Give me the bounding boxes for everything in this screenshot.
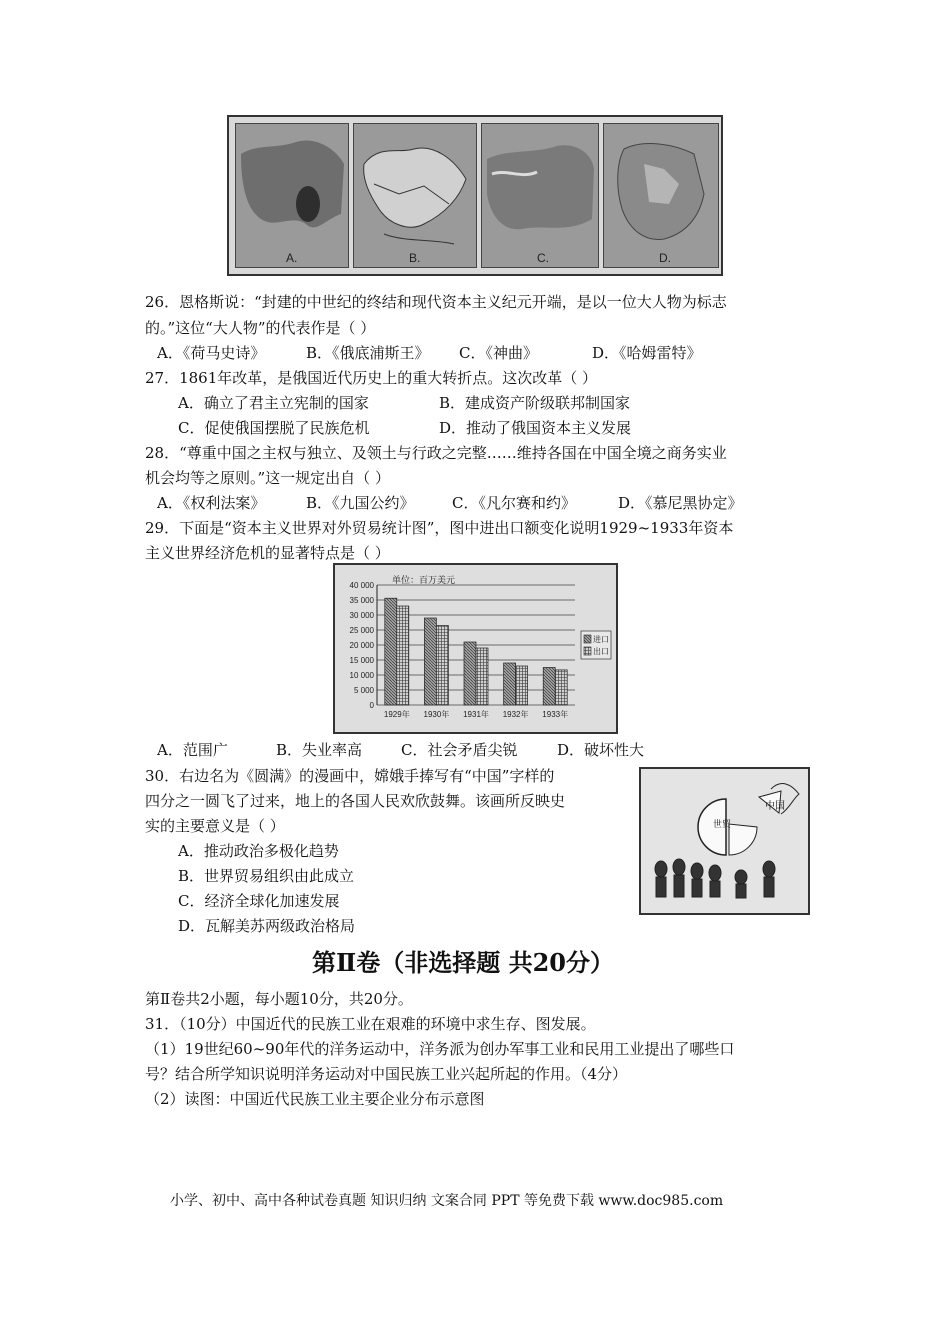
chart-x-tick-label: 1929年 — [383, 710, 410, 719]
chart-bar-export — [436, 626, 448, 706]
q26-option-b: B．《俄底浦斯王》 — [306, 344, 430, 362]
map-a-shape — [236, 124, 348, 271]
map-d-shape — [604, 124, 718, 271]
map-label-d: D. — [659, 251, 671, 265]
chart-bar-export — [555, 670, 567, 705]
q29-stem-line2: 主义世界经济危机的显著特点是（ ） — [145, 544, 390, 562]
q28-option-c: C．《凡尔赛和约》 — [452, 494, 576, 512]
maps-figure — [227, 115, 723, 276]
chart-bar-import — [424, 618, 436, 705]
q26-option-a: A．《荷马史诗》 — [157, 344, 266, 362]
map-b — [353, 123, 477, 268]
q29-option-a: A．范围广 — [157, 741, 228, 759]
map-b-shape — [354, 124, 476, 271]
chart-x-tick-label: 1933年 — [542, 710, 569, 719]
chart-legend-swatch — [584, 647, 591, 655]
chart-y-tick-label: 0 — [369, 701, 374, 710]
q30-option-c: C．经济全球化加速发展 — [178, 892, 340, 910]
q26-stem-line2: 的。”这位“大人物”的代表作是（ ） — [145, 319, 376, 337]
q30-stem-line1: 30．右边名为《圆满》的漫画中，嫦娥手捧写有“中国”字样的 — [145, 767, 555, 785]
q31-part2-line1: （2）读图：中国近代民族工业主要企业分布示意图 — [145, 1090, 485, 1108]
chart-bar-import — [543, 668, 555, 706]
q30-stem-line2: 四分之一圆飞了过来，地上的各国人民欢欣鼓舞。该画所反映史 — [145, 792, 566, 810]
chart-y-tick-label: 25 000 — [349, 626, 374, 635]
q29-stem-line1: 29．下面是“资本主义世界对外贸易统计图”，图中进出口额变化说明1929~1933年资本 — [145, 519, 734, 537]
q31-part1-line1: （1）19世纪60~90年代的洋务运动中，洋务派为创办军事工业和民用工业提出了哪些口 — [145, 1040, 735, 1058]
chart-bar-export — [397, 606, 409, 705]
q26-option-d: D．《哈姆雷特》 — [592, 344, 702, 362]
q27-stem-line1: 27．1861年改革，是俄国近代历史上的重大转折点。这次改革（ ） — [145, 369, 598, 387]
chart-bar-export — [516, 666, 528, 705]
q28-stem-line1: 28．“尊重中国之主权与独立、及领土与行政之完整……维持各国在中国全境之商务实业 — [145, 444, 727, 462]
chart-legend-label: 进口 — [593, 635, 609, 644]
map-label-a: A. — [286, 251, 298, 265]
section2-heading: 第Ⅱ卷（非选择题 共20分） — [312, 948, 614, 977]
map-c-shape — [482, 124, 598, 271]
chart-y-tick-label: 40 000 — [349, 581, 374, 590]
q28-stem-line2: 机会均等之原则。”这一规定出自（ ） — [145, 469, 390, 487]
q28-option-d: D．《慕尼黑协定》 — [618, 494, 743, 512]
map-label-b: B. — [409, 251, 421, 265]
map-c — [481, 123, 599, 268]
chart-y-tick-label: 5 000 — [353, 686, 374, 695]
q27-option-a: A．确立了君主立宪制的国家 — [178, 394, 369, 412]
q27-option-d: D．推动了俄国资本主义发展 — [439, 419, 632, 437]
q30-option-d: D．瓦解美苏两级政治格局 — [178, 917, 356, 935]
chart-unit-label: 单位：百万美元 — [392, 575, 456, 585]
cartoon-label-china: 中国 — [765, 801, 785, 812]
q30-option-a: A．推动政治多极化趋势 — [178, 842, 339, 860]
chart-x-tick-label: 1932年 — [502, 710, 529, 719]
chart-bar-import — [464, 642, 476, 705]
chart-bar-import — [504, 663, 516, 705]
q26-option-c: C．《神曲》 — [459, 344, 538, 362]
q27-option-c: C．促使俄国摆脱了民族危机 — [178, 419, 370, 437]
map-label-c: C. — [537, 251, 549, 265]
chart-y-tick-label: 20 000 — [349, 641, 374, 650]
chart-y-tick-label: 35 000 — [349, 596, 374, 605]
trade-chart-svg — [335, 565, 616, 732]
q27-option-b: B．建成资产阶级联邦制国家 — [439, 394, 631, 412]
chart-y-tick-label: 10 000 — [349, 671, 374, 680]
page-footer: 小学、初中、高中各种试卷真题 知识归纳 文案合同 PPT 等免费下载 www.doc985.com — [170, 1193, 724, 1209]
chart-x-tick-label: 1931年 — [463, 710, 489, 719]
chart-legend-label: 出口 — [593, 647, 609, 656]
cartoon-image — [639, 767, 810, 915]
chart-bar-import — [385, 598, 397, 705]
map-a — [235, 123, 349, 268]
chart-y-tick-label: 15 000 — [349, 656, 374, 665]
q31-stem-line1: 31．（10分）中国近代的民族工业在艰难的环境中求生存、图发展。 — [145, 1015, 596, 1033]
cartoon-label-wto: 世贸 — [713, 819, 732, 829]
q29-option-c: C．社会矛盾尖锐 — [401, 741, 518, 759]
q28-option-a: A．《权利法案》 — [157, 494, 266, 512]
chart-legend-swatch — [584, 635, 591, 643]
chart-y-tick-label: 30 000 — [349, 611, 374, 620]
q31-part1-line2: 号？结合所学知识说明洋务运动对中国民族工业兴起所起的作用。（4分） — [145, 1065, 628, 1083]
map-d — [603, 123, 719, 268]
chart-bar-export — [476, 648, 488, 705]
q29-option-b: B．失业率高 — [276, 741, 363, 759]
q30-stem-line3: 实的主要意义是（ ） — [145, 817, 285, 835]
q28-option-b: B．《九国公约》 — [306, 494, 415, 512]
trade-chart — [333, 563, 618, 734]
q29-option-d: D．破坏性大 — [557, 741, 645, 759]
q30-option-b: B．世界贸易组织由此成立 — [178, 867, 355, 885]
section2-intro: 第Ⅱ卷共2小题，每小题10分，共20分。 — [145, 990, 413, 1008]
chart-x-tick-label: 1930年 — [423, 710, 450, 719]
cartoon-drawing — [641, 769, 808, 913]
q26-stem-line1: 26．恩格斯说：“封建的中世纪的终结和现代资本主义纪元开端，是以一位大人物为标志 — [145, 293, 727, 311]
